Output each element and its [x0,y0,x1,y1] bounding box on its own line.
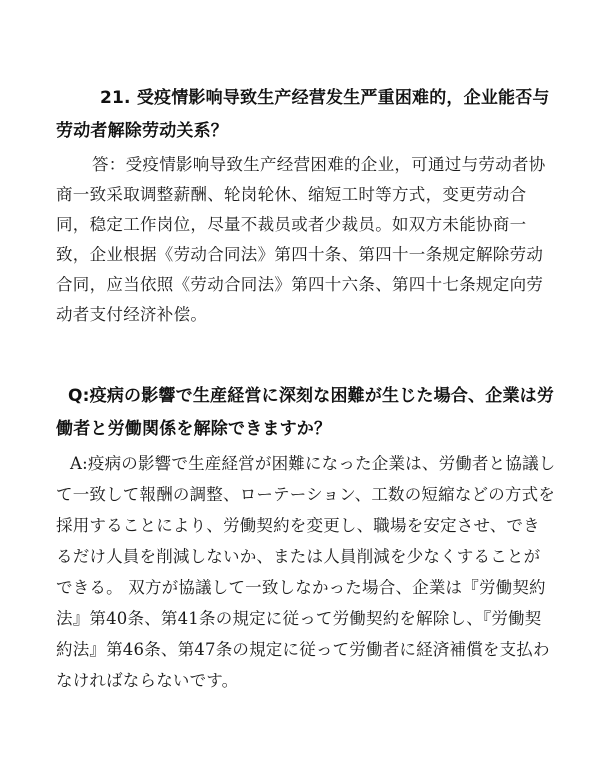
japanese-answer: A:疫病の影響で生産経営が困難になった企業は、労働者と協議して一致して報酬の調整、ローテーション、工数の短縮などの方式を採用することにより、労働契約を変更し、職場を安定させ、できるだけ人員を削減しないか、または人員削減を少なくすることができる。 双方が協議して一致しなかった場合、企業は『労働契約法』第40条、第41条の規定に従って労働契約を解除し、『労働契約法』第46条、第47条の規定に従って労働者に経済補償を支払わなければならないです。 [56,454,556,690]
japanese-qa-section [56,380,556,696]
japanese-question: Q:疫病の影響で生産経営に深刻な困難が生じた場合、企業は労働者と労働関係を解除できますか？ [56,386,555,439]
chinese-answer: 答：受疫情影响导致生产经营困难的企业，可通过与劳动者协商一致采取调整薪酬、轮岗轮休、缩短工时等方式，变更劳动合同，稳定工作岗位，尽量不裁员或者少裁员。如双方未能协商一致，企业根据《劳动合同法》第四十条、第四十一条规定解除劳动合同，应当依照《劳动合同法》第四十六条、第四十七条规定向劳动者支付经济补偿。 [56,155,546,324]
chinese-question: 21. 受疫情影响导致生产经营发生严重困难的，企业能否与劳动者解除劳动关系？ [56,88,550,141]
chinese-qa-section [56,82,556,330]
